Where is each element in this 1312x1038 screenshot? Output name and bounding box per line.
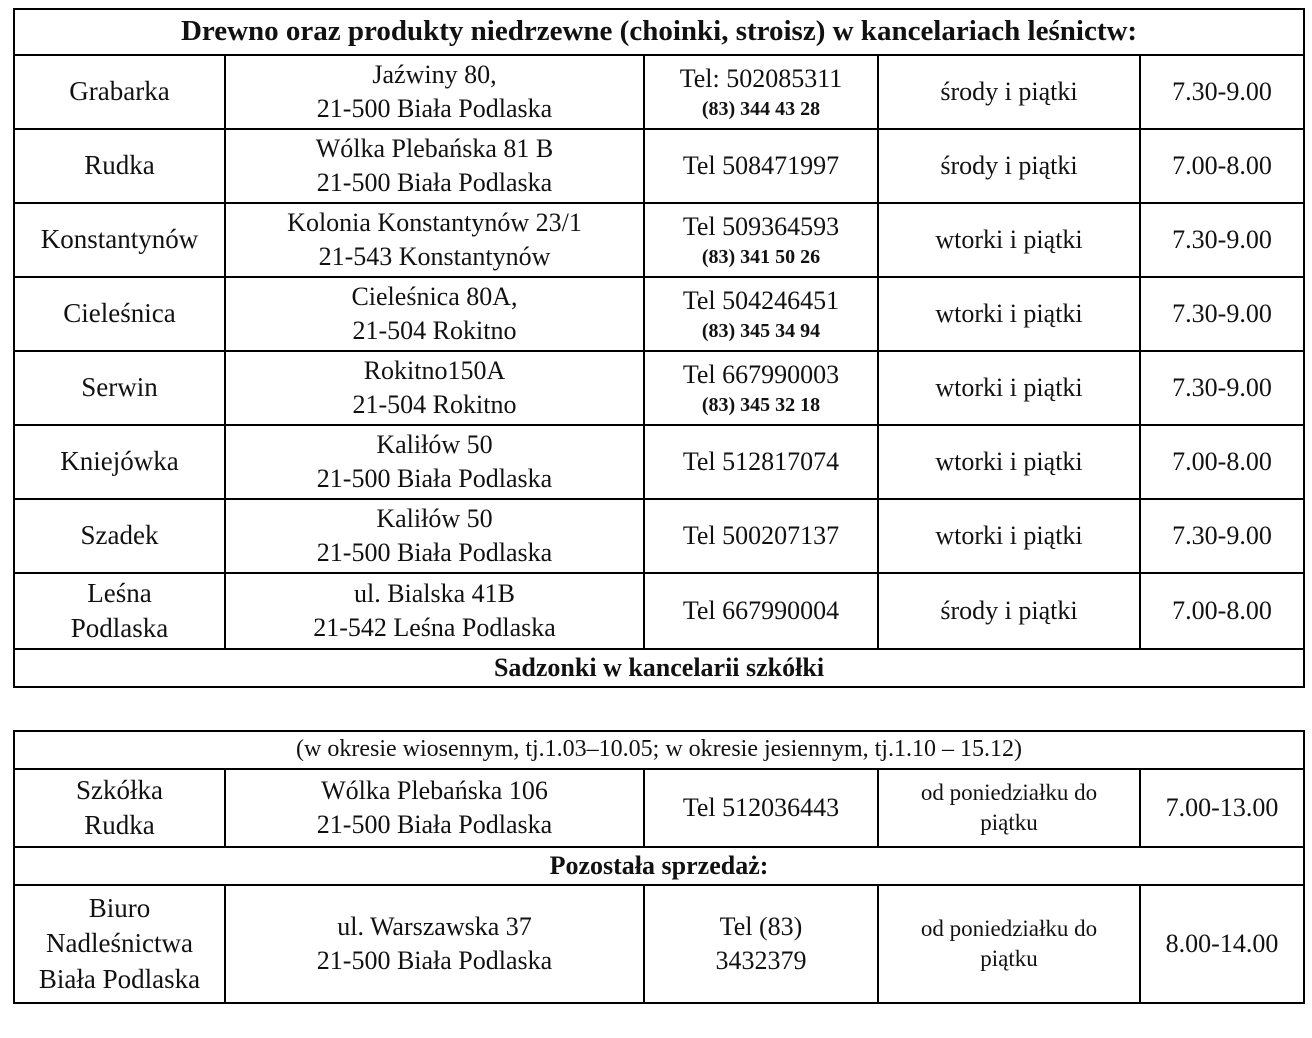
table-row	[14, 425, 1304, 499]
table-row	[14, 129, 1304, 203]
forestry-address: ul. Bialska 41B 21-542 Leśna Podlaska	[225, 573, 644, 649]
table-row	[14, 203, 1304, 277]
forestry-hours: 7.00-8.00	[1140, 573, 1304, 649]
table-row	[14, 277, 1304, 351]
office-name: Biuro Nadleśnictwa Biała Podlaska	[14, 885, 225, 1003]
forestry-address: Rokitno150A 21-504 Rokitno	[225, 351, 644, 425]
forestry-days: wtorki i piątki	[878, 499, 1140, 573]
nursery-and-office-table	[13, 730, 1305, 1004]
table-row	[14, 769, 1304, 847]
forestry-phone: Tel 667990003 (83) 345 32 18	[644, 351, 878, 425]
forestry-hours: 7.00-8.00	[1140, 129, 1304, 203]
forestry-offices-table	[13, 8, 1305, 688]
section-header-row	[14, 847, 1304, 885]
table-title: Drewno oraz produkty niedrzewne (choinki, stroisz) w kancelariach leśnictw:	[14, 9, 1304, 55]
forestry-days: środy i piątki	[878, 573, 1140, 649]
nursery-hours: 7.00-13.00	[1140, 769, 1304, 847]
table-row	[14, 55, 1304, 129]
forestry-name: Leśna Podlaska	[14, 573, 225, 649]
office-address: ul. Warszawska 37 21-500 Biała Podlaska	[225, 885, 644, 1003]
forestry-name: Kniejówka	[14, 425, 225, 499]
forestry-days: wtorki i piątki	[878, 425, 1140, 499]
section-header-row	[14, 649, 1304, 687]
table-row	[14, 573, 1304, 649]
forestry-phone: Tel 504246451 (83) 345 34 94	[644, 277, 878, 351]
forestry-address: Kaliłów 50 21-500 Biała Podlaska	[225, 499, 644, 573]
forestry-hours: 7.30-9.00	[1140, 55, 1304, 129]
forestry-hours: 7.30-9.00	[1140, 499, 1304, 573]
forestry-days: wtorki i piątki	[878, 277, 1140, 351]
forestry-name: Grabarka	[14, 55, 225, 129]
forestry-days: wtorki i piątki	[878, 203, 1140, 277]
period-row	[14, 731, 1304, 769]
office-hours: 8.00-14.00	[1140, 885, 1304, 1003]
forestry-days: środy i piątki	[878, 55, 1140, 129]
table-row	[14, 499, 1304, 573]
forestry-hours: 7.30-9.00	[1140, 203, 1304, 277]
forestry-phone: Tel 509364593 (83) 341 50 26	[644, 203, 878, 277]
forestry-phone: Tel 667990004	[644, 573, 878, 649]
forestry-hours: 7.30-9.00	[1140, 351, 1304, 425]
nursery-days: od poniedziałku do piątku	[878, 769, 1140, 847]
forestry-name: Serwin	[14, 351, 225, 425]
forestry-address: Cieleśnica 80A, 21-504 Rokitno	[225, 277, 644, 351]
forestry-name: Szadek	[14, 499, 225, 573]
forestry-address: Kaliłów 50 21-500 Biała Podlaska	[225, 425, 644, 499]
office-phone: Tel (83) 3432379	[644, 885, 878, 1003]
forestry-phone: Tel 512817074	[644, 425, 878, 499]
other-sales-section-title: Pozostała sprzedaż:	[14, 847, 1304, 885]
forestry-address: Kolonia Konstantynów 23/1 21-543 Konstantynów	[225, 203, 644, 277]
forestry-name: Rudka	[14, 129, 225, 203]
forestry-hours: 7.30-9.00	[1140, 277, 1304, 351]
forestry-phone: Tel 500207137	[644, 499, 878, 573]
table-row	[14, 885, 1304, 1003]
nursery-phone: Tel 512036443	[644, 769, 878, 847]
nursery-address: Wólka Plebańska 106 21-500 Biała Podlaska	[225, 769, 644, 847]
table-row	[14, 351, 1304, 425]
forestry-days: wtorki i piątki	[878, 351, 1140, 425]
forestry-name: Cieleśnica	[14, 277, 225, 351]
nursery-name: Szkółka Rudka	[14, 769, 225, 847]
forestry-phone: Tel 508471997	[644, 129, 878, 203]
forestry-name: Konstantynów	[14, 203, 225, 277]
forestry-address: Jaźwiny 80, 21-500 Biała Podlaska	[225, 55, 644, 129]
nursery-section-title: Sadzonki w kancelarii szkółki	[14, 649, 1304, 687]
nursery-period-note: (w okresie wiosennym, tj.1.03–10.05; w okresie jesiennym, tj.1.10 – 15.12)	[14, 731, 1304, 769]
office-days: od poniedziałku do piątku	[878, 885, 1140, 1003]
forestry-hours: 7.00-8.00	[1140, 425, 1304, 499]
forestry-days: środy i piątki	[878, 129, 1140, 203]
forestry-phone: Tel: 502085311 (83) 344 43 28	[644, 55, 878, 129]
forestry-address: Wólka Plebańska 81 B 21-500 Biała Podlaska	[225, 129, 644, 203]
title-row	[14, 9, 1304, 55]
